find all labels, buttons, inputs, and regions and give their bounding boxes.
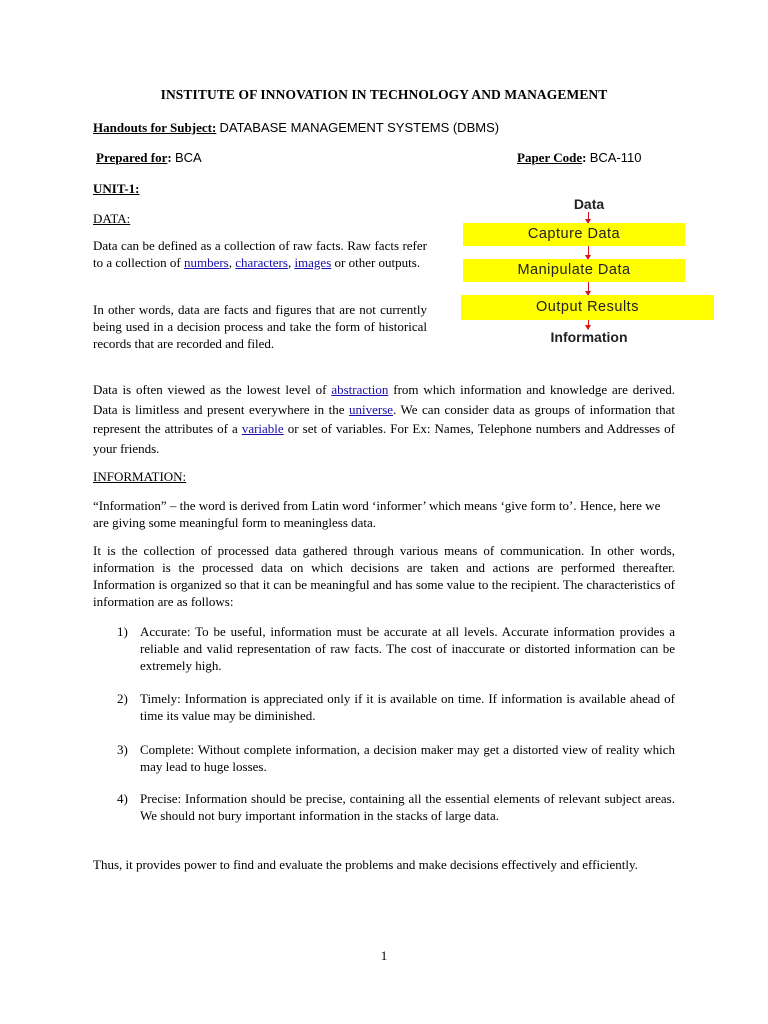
universe-link[interactable]: universe bbox=[349, 401, 394, 417]
list-number: 1) bbox=[117, 624, 128, 639]
data-other-words-paragraph: In other words, data are facts and figures that are not currently being used in a decision process and take the form of historical records that are recorded and filed. bbox=[93, 302, 427, 351]
diagram-arrow bbox=[588, 320, 589, 329]
list-item bbox=[117, 741, 675, 775]
information-definition-paragraph: It is the collection of processed data gathered through various means of communication. In other words, information is the processed data on which decisions are taken and actions are performed thereafter. Information is organized so that it can be meaningful and has some value to the recipient. The characteristics of information are as follows: bbox=[93, 543, 675, 609]
diagram-data-label: Data bbox=[573, 196, 605, 212]
information-heading: INFORMATION: bbox=[93, 469, 187, 484]
characters-link[interactable]: characters bbox=[235, 255, 288, 270]
diagram-arrow bbox=[588, 212, 589, 223]
data-abstraction-paragraph: Data is often viewed as the lowest level of abstraction from which information and knowledge are derived. Data is limitless and present everywhere in the universe. We can consider data as groups of information that represent the attributes of a variable or set of variables. For Ex: Names, Telephone numbers and Addresses of your friends. bbox=[93, 382, 676, 456]
images-link[interactable]: images bbox=[294, 255, 332, 270]
institute-title: INSTITUTE OF INNOVATION IN TECHNOLOGY AND MANAGEMENT bbox=[160, 87, 608, 102]
list-item-text: Precise: Information should be precise, containing all the essential elements of relevant subject areas. We should not bury important information in the stacks of large data. bbox=[140, 791, 675, 823]
diagram-arrow bbox=[588, 246, 589, 259]
data-definition-paragraph: Data can be defined as a collection of raw facts. Raw facts refer to a collection of numbers, characters, images or other outputs. bbox=[93, 238, 427, 270]
paper-label: Paper Code bbox=[517, 150, 583, 165]
numbers-link[interactable]: numbers bbox=[183, 255, 229, 270]
unit-heading: UNIT-1: bbox=[93, 181, 140, 196]
prepared-for-line: Prepared for: BCA bbox=[96, 150, 202, 165]
capture-data-box: Capture Data bbox=[463, 223, 685, 246]
diagram-information-label: Information bbox=[550, 329, 628, 345]
list-item bbox=[117, 690, 675, 724]
abstraction-link[interactable]: abstraction bbox=[331, 382, 389, 397]
subject-line bbox=[93, 120, 499, 136]
subject-value: DATABASE MANAGEMENT SYSTEMS (DBMS) bbox=[219, 120, 500, 135]
list-item-text: Timely: Information is appreciated only if it is available on time. If information is available ahead of time its value may be diminished. bbox=[140, 691, 675, 723]
prepared-label: Prepared for bbox=[96, 150, 168, 165]
manipulate-data-box: Manipulate Data bbox=[463, 259, 685, 282]
list-item-text: Complete: Without complete information, a decision maker may get a distorted view of reality which may lead to huge losses. bbox=[140, 742, 675, 774]
list-number: 4) bbox=[117, 791, 128, 806]
page-number: 1 bbox=[380, 948, 388, 963]
paper-value: BCA-110 bbox=[589, 150, 642, 165]
list-item-text: Accurate: To be useful, information must be accurate at all levels. Accurate information provides a reliable and valid representation of raw facts. The cost of inaccurate or distorted information can be extremely high. bbox=[140, 624, 675, 673]
data-heading: DATA: bbox=[93, 211, 131, 226]
list-item bbox=[117, 623, 675, 674]
list-number: 2) bbox=[117, 691, 128, 706]
output-results-box: Output Results bbox=[461, 295, 714, 320]
list-item bbox=[117, 790, 675, 824]
conclusion-paragraph: Thus, it provides power to find and evaluate the problems and make decisions effectively and efficiently. bbox=[93, 857, 638, 872]
prepared-value: BCA bbox=[174, 150, 202, 165]
diagram-arrow bbox=[588, 282, 589, 295]
subject-label: Handouts for Subject: bbox=[93, 120, 217, 135]
paper-code-line: Paper Code: BCA-110 bbox=[517, 150, 642, 165]
variable-link[interactable]: variable bbox=[241, 421, 284, 436]
list-number: 3) bbox=[117, 742, 128, 757]
information-etymology-paragraph: “Information” – the word is derived from Latin word ‘informer’ which means ‘give form to’. Hence, here we are giving some meaningful form to meaningless data. bbox=[93, 498, 661, 530]
